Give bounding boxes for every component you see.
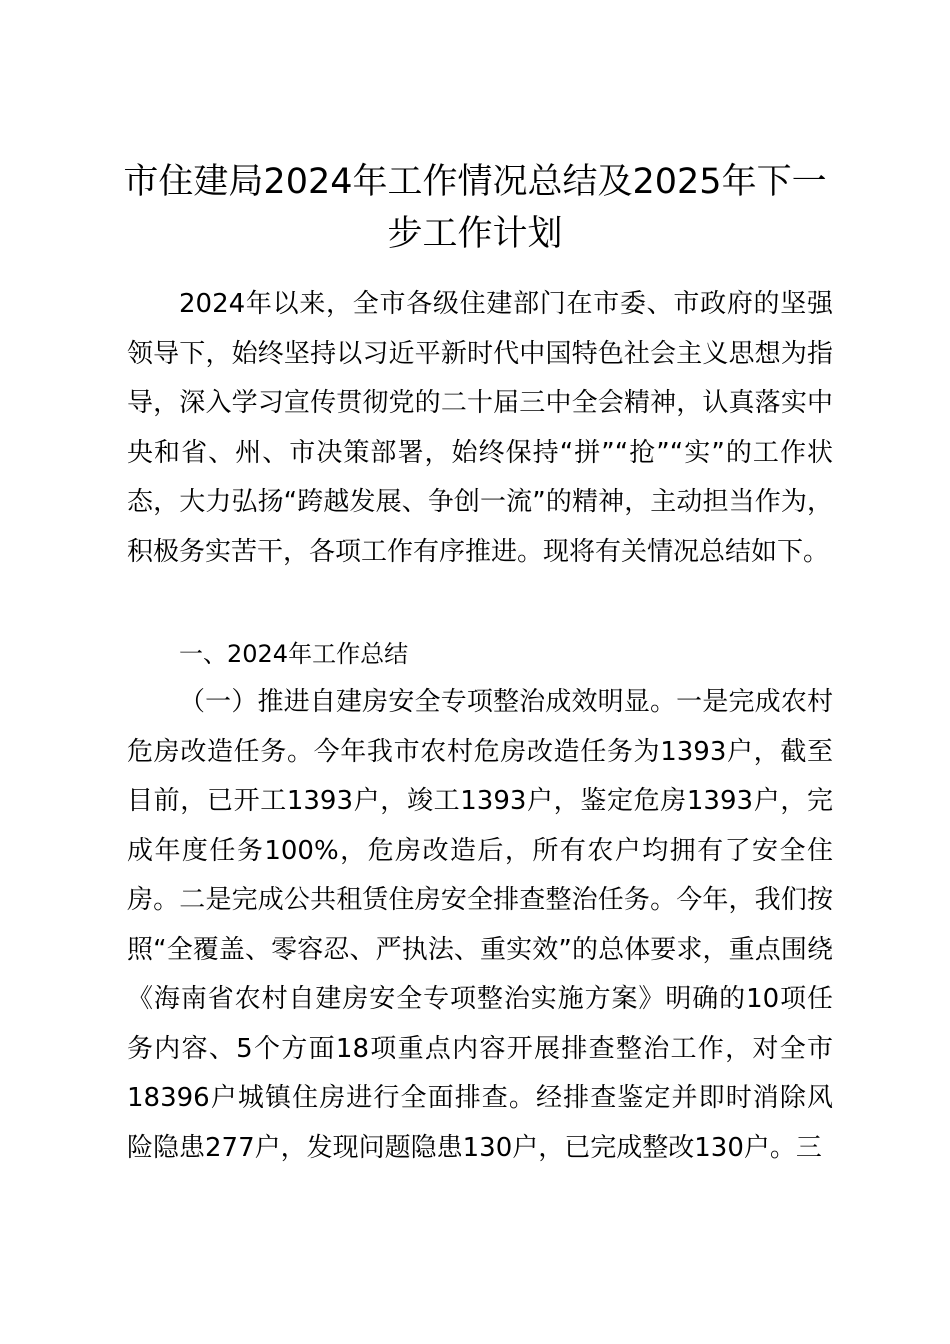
section-heading: 一、2024年工作总结: [179, 640, 409, 668]
document-title: 市住建局2024年工作情况总结及2025年下一步工作计划: [123, 162, 827, 254]
section1-paragraph: （一）推进自建房安全专项整治成效明显。一是完成农村危房改造任务。今年我市农村危房改造任务为1393户，截至目前，已开工1393户，竣工1393户，鉴定危房1393户，完成年度任务100%，危房改造后，所有农户均拥有了安全住房。二是完成公共租赁住房安全排查整治任务。今年，我们按照“全覆盖、零容忍、严执法、重实效”的总体要求，重点围绕《海南省农村自建房安全专项整治实施方案》明确的10项任务内容、5个方面18项重点内容开展排查整治工作，对全市18396户城镇住房进行全面排查。经排查鉴定并即时消除风险隐患277户，发现问题隐患130户，已完成整改130户。三: [127, 687, 833, 1163]
intro-paragraph: 2024年以来，全市各级住建部门在市委、市政府的坚强领导下，始终坚持以习近平新时代中国特色社会主义思想为指导，深入学习宣传贯彻党的二十届三中全会精神，认真落实中央和省、州、市决策部署，始终保持“拼”“抢”“实”的工作状态，大力弘扬“跨越发展、争创一流”的精神，主动担当作为，积极务实苦干，各项工作有序推进。现将有关情况总结如下。: [127, 289, 833, 567]
